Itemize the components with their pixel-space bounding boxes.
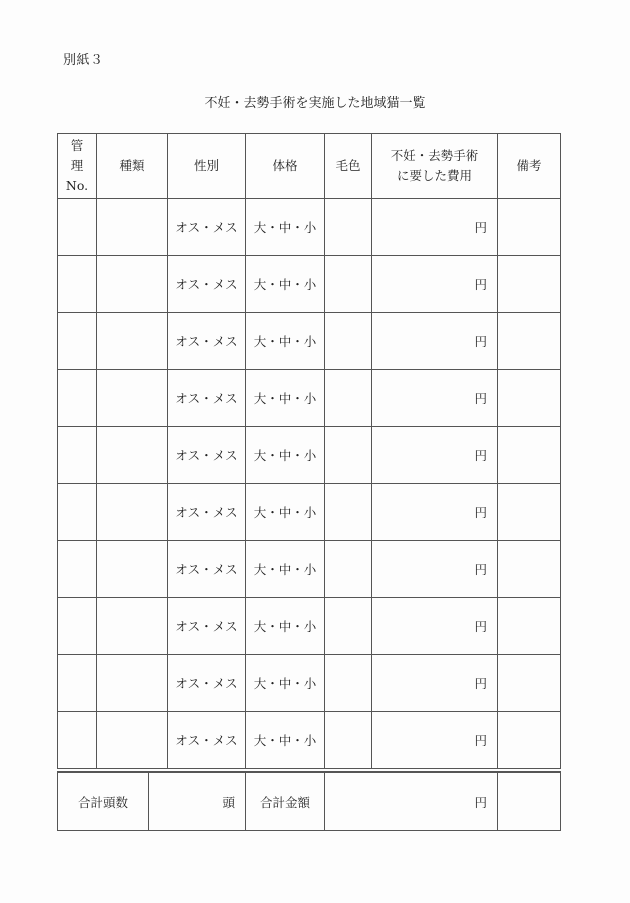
cell-cost[interactable]: 円: [372, 541, 498, 598]
cell-type[interactable]: [97, 712, 168, 769]
cell-type[interactable]: [97, 370, 168, 427]
cell-cost[interactable]: 円: [372, 598, 498, 655]
table-row: [58, 199, 561, 256]
cell-remarks[interactable]: [498, 484, 561, 541]
table-row: [58, 712, 561, 769]
cell-size[interactable]: 大・中・小: [246, 313, 325, 370]
cell-remarks[interactable]: [498, 427, 561, 484]
cell-management-no[interactable]: [58, 598, 97, 655]
cell-type[interactable]: [97, 313, 168, 370]
cell-remarks[interactable]: [498, 313, 561, 370]
table-header-row: [58, 134, 561, 199]
cell-color[interactable]: [325, 484, 372, 541]
cat-list-table: [57, 133, 561, 769]
cell-sex[interactable]: オス・メス: [168, 199, 246, 256]
attachment-label: 別紙３: [63, 53, 104, 68]
cell-color[interactable]: [325, 313, 372, 370]
header-remarks: 備考: [498, 134, 561, 199]
cell-management-no[interactable]: [58, 199, 97, 256]
cell-sex[interactable]: オス・メス: [168, 427, 246, 484]
table-row: [58, 484, 561, 541]
cell-management-no[interactable]: [58, 655, 97, 712]
cell-management-no[interactable]: [58, 370, 97, 427]
cell-type[interactable]: [97, 427, 168, 484]
header-cost-line1: 不妊・去勢手術: [390, 148, 479, 163]
cell-sex[interactable]: オス・メス: [168, 712, 246, 769]
cell-color[interactable]: [325, 655, 372, 712]
totals-row: [58, 772, 561, 831]
cell-cost[interactable]: 円: [372, 256, 498, 313]
totals-table: [57, 771, 561, 831]
cell-cost[interactable]: 円: [372, 199, 498, 256]
cell-remarks[interactable]: [498, 256, 561, 313]
cell-size[interactable]: 大・中・小: [246, 427, 325, 484]
header-sex: 性別: [168, 134, 246, 199]
cell-size[interactable]: 大・中・小: [246, 541, 325, 598]
cell-type[interactable]: [97, 256, 168, 313]
cell-color[interactable]: [325, 712, 372, 769]
cell-sex[interactable]: オス・メス: [168, 598, 246, 655]
total-remarks-field[interactable]: [498, 772, 561, 831]
cell-size[interactable]: 大・中・小: [246, 712, 325, 769]
cell-sex[interactable]: オス・メス: [168, 541, 246, 598]
table-row: [58, 313, 561, 370]
cell-remarks[interactable]: [498, 199, 561, 256]
cell-size[interactable]: 大・中・小: [246, 484, 325, 541]
cell-color[interactable]: [325, 541, 372, 598]
cell-sex[interactable]: オス・メス: [168, 256, 246, 313]
cell-management-no[interactable]: [58, 256, 97, 313]
header-cost-line2: に要した費用: [396, 168, 472, 183]
cell-management-no[interactable]: [58, 484, 97, 541]
cell-management-no[interactable]: [58, 313, 97, 370]
cell-remarks[interactable]: [498, 541, 561, 598]
cell-cost[interactable]: 円: [372, 712, 498, 769]
cell-sex[interactable]: オス・メス: [168, 370, 246, 427]
cell-size[interactable]: 大・中・小: [246, 598, 325, 655]
header-size: 体格: [246, 134, 325, 199]
cell-color[interactable]: [325, 199, 372, 256]
table-row: [58, 427, 561, 484]
cell-management-no[interactable]: [58, 541, 97, 598]
cell-size[interactable]: 大・中・小: [246, 370, 325, 427]
header-no-line3: No.: [65, 178, 89, 193]
cell-type[interactable]: [97, 484, 168, 541]
cell-type[interactable]: [97, 199, 168, 256]
cell-color[interactable]: [325, 370, 372, 427]
cell-sex[interactable]: オス・メス: [168, 655, 246, 712]
total-amount-field[interactable]: 円: [325, 772, 498, 831]
cell-cost[interactable]: 円: [372, 313, 498, 370]
cell-cost[interactable]: 円: [372, 484, 498, 541]
header-type: 種類: [97, 134, 168, 199]
cell-remarks[interactable]: [498, 598, 561, 655]
cell-cost[interactable]: 円: [372, 427, 498, 484]
table-row: [58, 370, 561, 427]
cell-management-no[interactable]: [58, 427, 97, 484]
cell-sex[interactable]: オス・メス: [168, 484, 246, 541]
header-color: 毛色: [325, 134, 372, 199]
cell-color[interactable]: [325, 598, 372, 655]
cell-type[interactable]: [97, 598, 168, 655]
cell-color[interactable]: [325, 427, 372, 484]
total-head-field[interactable]: 頭: [149, 772, 246, 831]
header-no-line2: 理: [70, 158, 84, 173]
cell-cost[interactable]: 円: [372, 655, 498, 712]
cell-type[interactable]: [97, 541, 168, 598]
header-no-line1: 管: [70, 138, 84, 153]
table-row: [58, 541, 561, 598]
cell-management-no[interactable]: [58, 712, 97, 769]
cell-color[interactable]: [325, 256, 372, 313]
cell-sex[interactable]: オス・メス: [168, 313, 246, 370]
header-management-no: [58, 134, 97, 199]
cell-cost[interactable]: 円: [372, 370, 498, 427]
table-row: [58, 598, 561, 655]
header-cost: [372, 134, 498, 199]
document-title: [0, 92, 630, 111]
table-row: [58, 256, 561, 313]
cell-remarks[interactable]: [498, 655, 561, 712]
total-head-label: 合計頭数: [58, 772, 149, 831]
cell-remarks[interactable]: [498, 370, 561, 427]
cell-type[interactable]: [97, 655, 168, 712]
cell-size[interactable]: 大・中・小: [246, 256, 325, 313]
total-amount-label: 合計金額: [246, 772, 325, 831]
table-row: [58, 655, 561, 712]
cell-size[interactable]: 大・中・小: [246, 199, 325, 256]
document-title-text: 不妊・去勢手術を実施した地域猫一覧: [204, 96, 426, 111]
cell-size[interactable]: 大・中・小: [246, 655, 325, 712]
cell-remarks[interactable]: [498, 712, 561, 769]
